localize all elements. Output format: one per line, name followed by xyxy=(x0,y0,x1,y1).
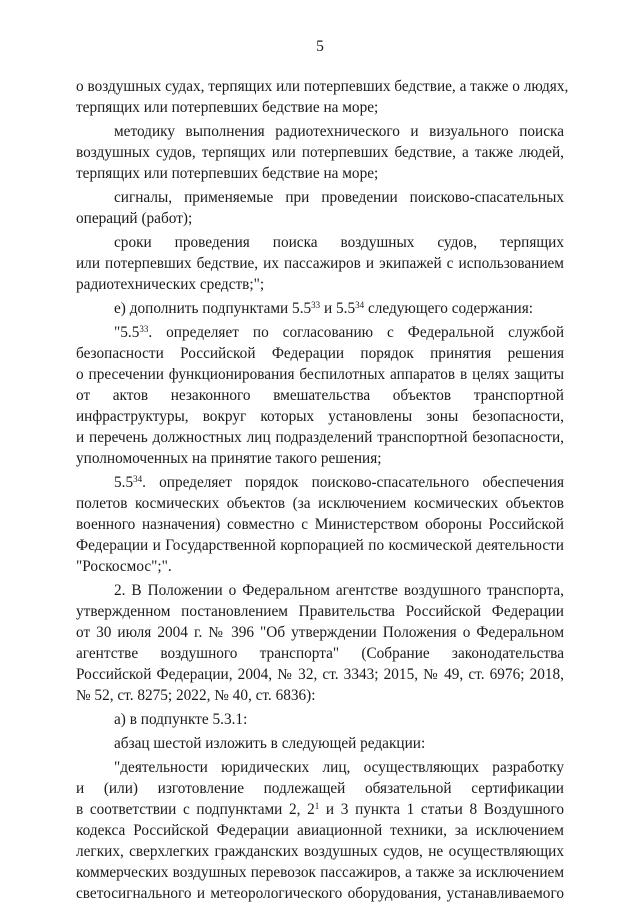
text-line: а) в подпункте 5.3.1: xyxy=(114,711,248,728)
text-line: агентстве воздушного транспорта" (Собрание законодательства xyxy=(76,645,564,662)
text-line: военного назначения) совместно с Министерством обороны Российской xyxy=(76,516,564,533)
superscript: 33 xyxy=(311,300,321,310)
superscript: 33 xyxy=(139,324,149,334)
text-line: безопасности Российской Федерации порядок принятия решения xyxy=(76,345,564,362)
text-line: терпящих или потерпевших бедствие на море; xyxy=(76,99,379,116)
text-line: Федерации и Государственной корпорацией по космической деятельности xyxy=(76,537,564,554)
text-line: кодекса Российской Федерации авиационной техники, за исключением xyxy=(76,822,564,839)
text-line: утвержденном постановлением Правительства Российской Федерации xyxy=(76,603,564,620)
superscript: 34 xyxy=(133,474,143,484)
text-line: в соответствии с подпунктами 2, $2^1$ и 3 пункта 1 статьи 8 Воздушного xyxy=(76,801,564,818)
text-line: или потерпевших бедствие, их пассажиров и экипажей с использованием xyxy=(76,255,564,272)
text-line: $5.5^{34}$. определяет порядок поисково-спасательного обеспечения xyxy=(114,474,564,491)
text-line: полетов космических объектов (за исключением космических объектов xyxy=(76,495,564,512)
superscript: 1 xyxy=(314,801,320,811)
superscript: 34 xyxy=(355,300,365,310)
text-line: терпящих или потерпевших бедствие на море; xyxy=(76,165,379,182)
text-line: уполномоченных на принятие такого решения; xyxy=(76,450,382,467)
text-line: абзац шестой изложить в следующей редакции: xyxy=(114,735,426,752)
text-line: Российской Федерации, 2004, № 32, ст. 3343; 2015, № 49, ст. 6976; 2018, xyxy=(76,666,564,683)
document-body xyxy=(76,76,569,904)
text-line: сигналы, применяемые при проведении поисково-спасательных xyxy=(114,189,564,206)
text-line: и (или) изготовление подлежащей обязательной сертификации xyxy=(76,780,564,797)
text-line: о пресечении функционирования беспилотных аппаратов в целях защиты xyxy=(76,366,564,383)
page-number: 5 xyxy=(316,38,324,55)
text-line: и перечень должностных лиц подразделений транспортной безопасности, xyxy=(76,429,564,446)
text-line: о воздушных судах, терпящих или потерпевших бедствие, а также о людях, xyxy=(76,78,569,95)
text-line: 2. В Положении о Федеральном агентстве воздушного транспорта, xyxy=(114,582,564,599)
text-line: инфраструктуры, вокруг которых установлены зоны безопасности, xyxy=(76,408,564,425)
text-line: легких, сверхлегких гражданских воздушных судов, не осуществляющих xyxy=(76,843,564,860)
text-line: е) дополнить подпунктами $5.5^{33}$ и $5.5^{34}$ следующего содержания: xyxy=(114,300,534,317)
text-line: "деятельности юридических лиц, осуществляющих разработку xyxy=(114,759,564,776)
text-line: коммерческих воздушных перевозок пассажиров, а также за исключением xyxy=(76,864,564,881)
text-line: "Роскосмос";". xyxy=(76,558,172,575)
text-line: "$5.5^{33}$. определяет по согласованию с Федеральной службой xyxy=(114,324,564,341)
text-line: операций (работ); xyxy=(76,210,193,227)
text-line: воздушных судов, терпящих или потерпевших бедствие, а также людей, xyxy=(76,144,564,161)
text-line: сроки проведения поиска воздушных судов, терпящих xyxy=(114,234,564,251)
text-line: № 52, ст. 8275; 2022, № 40, ст. 6836): xyxy=(76,687,316,704)
text-line: от 30 июля 2004 г. № 396 "Об утверждении Положения о Федеральном xyxy=(76,624,564,641)
text-line: светосигнального и метеорологического оборудования, устанавливаемого xyxy=(76,885,564,902)
text-line: методику выполнения радиотехнического и визуального поиска xyxy=(114,123,564,140)
text-line: радиотехнических средств;"; xyxy=(76,276,265,293)
text-line: от актов незаконного вмешательства объектов транспортной xyxy=(76,387,564,404)
